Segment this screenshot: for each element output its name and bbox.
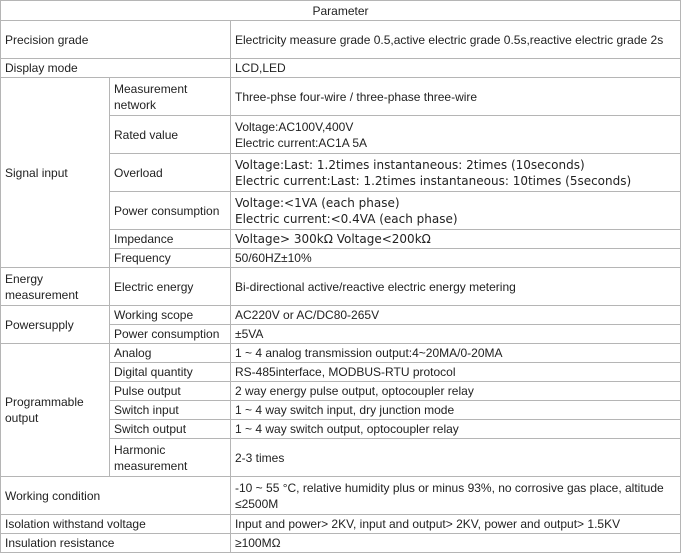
sub-label-power-consumption: Power consumption [110,192,231,230]
row-label-precision: Precision grade [1,21,231,59]
row-value-working-condition: -10 ~ 55 °C, relative humidity plus or minus 93%, no corrosive gas place, altitude ≤2500M [231,477,681,515]
sub-label-harmonic: Harmonic measurement [110,439,231,477]
table-row [1,344,681,363]
sub-label-pulse: Pulse output [110,382,231,401]
table-row [1,477,681,515]
sub-value-power-consumption [231,192,681,230]
sub-value-ps-power-consumption: ±5VA [231,325,681,344]
sub-value-pulse: 2 way energy pulse output, optocoupler relay [231,382,681,401]
row-label-display: Display mode [1,59,231,78]
rated-value-current: Electric current:AC1A 5A [235,135,368,150]
table-row [1,306,681,325]
group-label-programmable: Programmable output [1,344,110,477]
sub-label-electric-energy: Electric energy [110,268,231,306]
row-value-insulation-resistance: ≥100MΩ [231,534,681,553]
sub-label-overload: Overload [110,154,231,192]
power-consumption-voltage: Voltage:<1VA (each phase) [235,195,400,210]
sub-value-frequency: 50/60HZ±10% [231,249,681,268]
sub-value-switch-input: 1 ~ 4 way switch input, dry junction mode [231,401,681,420]
table-row [1,59,681,78]
sub-value-digital: RS-485interface, MODBUS-RTU protocol [231,363,681,382]
sub-label-switch-input: Switch input [110,401,231,420]
group-label-signal: Signal input [1,78,110,268]
table-row [1,534,681,553]
sub-value-rated-value [231,116,681,154]
power-consumption-current: Electric current:<0.4VA (each phase) [235,211,458,226]
sub-value-switch-output: 1 ~ 4 way switch output, optocoupler relay [231,420,681,439]
overload-voltage: Voltage:Last: 1.2times instantaneous: 2times (10seconds) [235,157,585,172]
sub-value-working-scope: AC220V or AC/DC80-265V [231,306,681,325]
group-label-energy: Energy measurement [1,268,110,306]
sub-label-frequency: Frequency [110,249,231,268]
row-value-display: LCD,LED [231,59,681,78]
sub-label-switch-output: Switch output [110,420,231,439]
table-row [1,21,681,59]
row-value-precision: Electricity measure grade 0.5,active electric grade 0.5s,reactive electric grade 2s [231,21,681,59]
sub-value-impedance: Voltage> 300kΩ Voltage<200kΩ [231,230,681,249]
sub-value-electric-energy: Bi-directional active/reactive electric energy metering [231,268,681,306]
sub-label-digital: Digital quantity [110,363,231,382]
sub-label-working-scope: Working scope [110,306,231,325]
rated-value-voltage: Voltage:AC100V,400V [235,119,354,134]
sub-value-harmonic: 2-3 times [231,439,681,477]
sub-label-impedance: Impedance [110,230,231,249]
table-header-row [1,1,681,21]
row-label-insulation-resistance: Insulation resistance [1,534,231,553]
table-row [1,78,681,116]
overload-current: Electric current:Last: 1.2times instantaneous: 10times (5seconds) [235,173,632,188]
sub-value-overload [231,154,681,192]
row-label-working-condition: Working condition [1,477,231,515]
table-header: Parameter [1,1,681,21]
sub-label-rated-value: Rated value [110,116,231,154]
group-label-powersupply: Powersupply [1,306,110,344]
sub-label-ps-power-consumption: Power consumption [110,325,231,344]
sub-label-measurement-network: Measurement network [110,78,231,116]
table-row [1,515,681,534]
sub-label-analog: Analog [110,344,231,363]
row-label-isolation-voltage: Isolation withstand voltage [1,515,231,534]
table-row [1,268,681,306]
sub-value-analog: 1 ~ 4 analog transmission output:4~20MA/0-20MA [231,344,681,363]
sub-value-measurement-network: Three-phse four-wire / three-phase three-wire [231,78,681,116]
row-value-isolation-voltage: Input and power> 2KV, input and output> 2KV, power and output> 1.5KV [231,515,681,534]
